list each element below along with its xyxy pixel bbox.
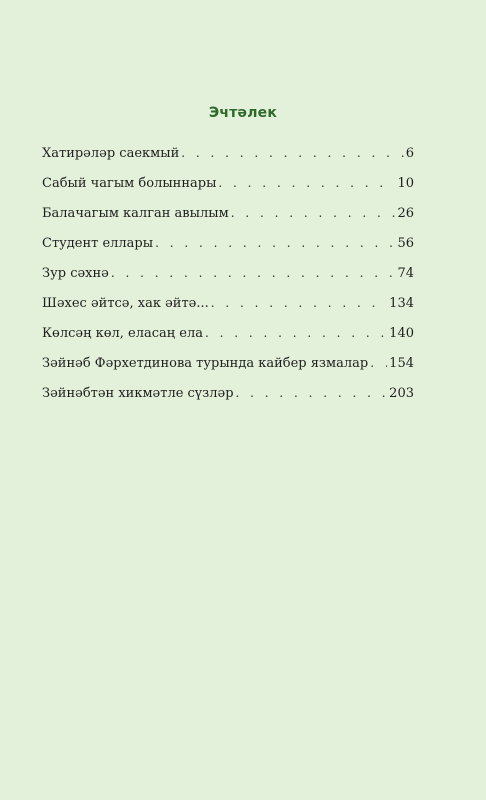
toc-entry bbox=[42, 142, 414, 172]
toc-entry-title: Зәйнәб Фәрхетдинова турында кайбер язмалар bbox=[42, 356, 369, 371]
toc-entry-title: Зур сәхнә bbox=[42, 266, 109, 281]
dot-leader bbox=[205, 322, 387, 344]
toc-entry-page: 140 bbox=[389, 326, 414, 341]
toc-entry bbox=[42, 352, 414, 382]
toc-entry bbox=[42, 322, 414, 352]
toc-entry-page: 26 bbox=[397, 206, 414, 221]
dot-leader bbox=[218, 172, 395, 194]
toc-entry-page: 203 bbox=[389, 386, 414, 401]
toc-entry-page: 154 bbox=[389, 356, 414, 371]
toc-entry bbox=[42, 262, 414, 292]
toc-entry-title: Зәйнәбтән хикмәтле сүзләр bbox=[42, 386, 234, 401]
toc-heading: Эчтәлек bbox=[208, 105, 278, 121]
toc-entry-title: Сабый чагым болыннары bbox=[42, 176, 217, 191]
toc-entry-title: Шәхес әйтсә, хак әйтә... bbox=[42, 296, 209, 311]
toc-entry-title: Студент еллары bbox=[42, 236, 154, 251]
toc-list bbox=[42, 142, 414, 412]
toc-entry-page: 134 bbox=[389, 296, 414, 311]
toc-entry-page: 74 bbox=[397, 266, 414, 281]
toc-entry bbox=[42, 292, 414, 322]
toc-entry bbox=[42, 232, 414, 262]
toc-entry-title: Балачагым калган авылым bbox=[42, 206, 229, 221]
dot-leader bbox=[155, 232, 395, 254]
toc-entry-page: 6 bbox=[405, 146, 414, 161]
toc-entry-title: Көлсәң көл, еласаң ела bbox=[42, 326, 203, 341]
toc-entry bbox=[42, 172, 414, 202]
toc-entry bbox=[42, 202, 414, 232]
dot-leader bbox=[111, 262, 396, 284]
dot-leader bbox=[236, 382, 388, 404]
toc-entry bbox=[42, 382, 414, 412]
dot-leader bbox=[211, 292, 387, 314]
toc-entry-title: Хатирәләр саекмый bbox=[42, 146, 180, 161]
toc-entry-page: 10 bbox=[397, 176, 414, 191]
toc-entry-page: 56 bbox=[397, 236, 414, 251]
dot-leader bbox=[370, 352, 387, 374]
dot-leader bbox=[181, 142, 403, 164]
dot-leader bbox=[231, 202, 396, 224]
